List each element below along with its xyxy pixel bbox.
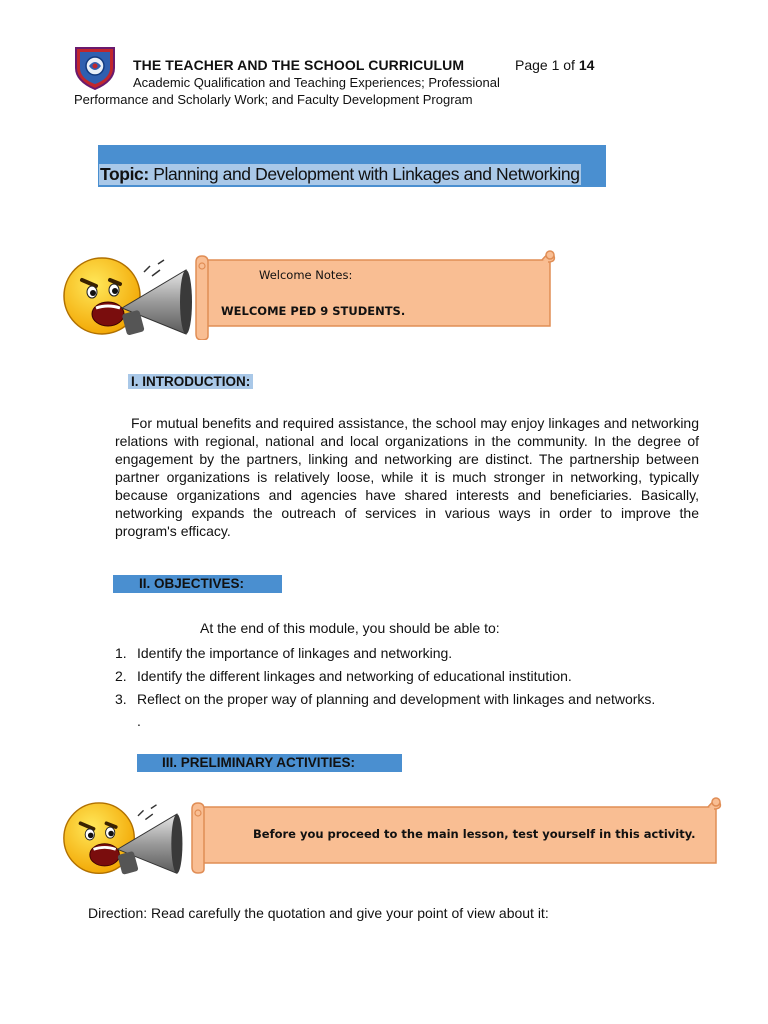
welcome-message: WELCOME PED 9 STUDENTS. [221,304,406,318]
objectives-lead: At the end of this module, you should be able to: [200,620,500,636]
document-subtitle-line2: Performance and Scholarly Work; and Faculty Development Program [74,92,473,107]
page-indicator [515,57,594,73]
objectives-heading: II. OBJECTIVES: [139,576,245,591]
list-number: 3. [115,691,127,707]
document-title: THE TEACHER AND THE SCHOOL CURRICULUM [133,57,465,73]
topic-label: Topic: [100,164,149,184]
document-subtitle-line1: Academic Qualification and Teaching Experiences; Professional [133,75,500,90]
shouting-emoji-megaphone-icon [62,795,188,885]
topic-title: Planning and Development with Linkages and Networking [148,164,580,184]
list-item [115,688,655,711]
trailing-period: . [137,713,141,729]
preliminary-heading: III. PRELIMINARY ACTIVITIES: [162,755,356,770]
welcome-notes-label: Welcome Notes: [259,268,353,282]
list-text: Identify the different linkages and networking of educational institution. [137,668,572,684]
page-prefix: Page 1 of [515,57,579,73]
page-total: 14 [578,57,595,73]
list-text: Reflect on the proper way of planning and development with linkages and networks. [137,691,656,707]
introduction-heading: I. INTRODUCTION: [128,374,253,389]
list-item [115,642,655,665]
topic-heading [99,164,581,185]
list-text: Identify the importance of linkages and networking. [137,645,453,661]
shouting-emoji-megaphone-icon [62,250,198,346]
list-number: 2. [115,668,127,684]
activity-callout-text: Before you proceed to the main lesson, test yourself in this activity. [253,827,696,841]
list-item [115,665,655,688]
welcome-scroll-banner [190,246,560,340]
list-number: 1. [115,645,127,661]
introduction-text: For mutual benefits and required assistance, the school may enjoy linkages and networking relations with regional, national and local organizations in the community. In the degree of engagement by the partners, linking and networking are distinct. The partnership between partner organizations is relatively loose, while it is much stronger in networking, typically because organizations and agencies have shared interests and beneficiaries. Basically, networking expands the outreach of services in various ways in order to improve the program's efficacy. [115,415,699,539]
school-logo [72,44,118,90]
objectives-list [115,642,655,711]
direction-text: Direction: Read carefully the quotation and give your point of view about it: [88,905,549,921]
introduction-paragraph [115,414,699,540]
